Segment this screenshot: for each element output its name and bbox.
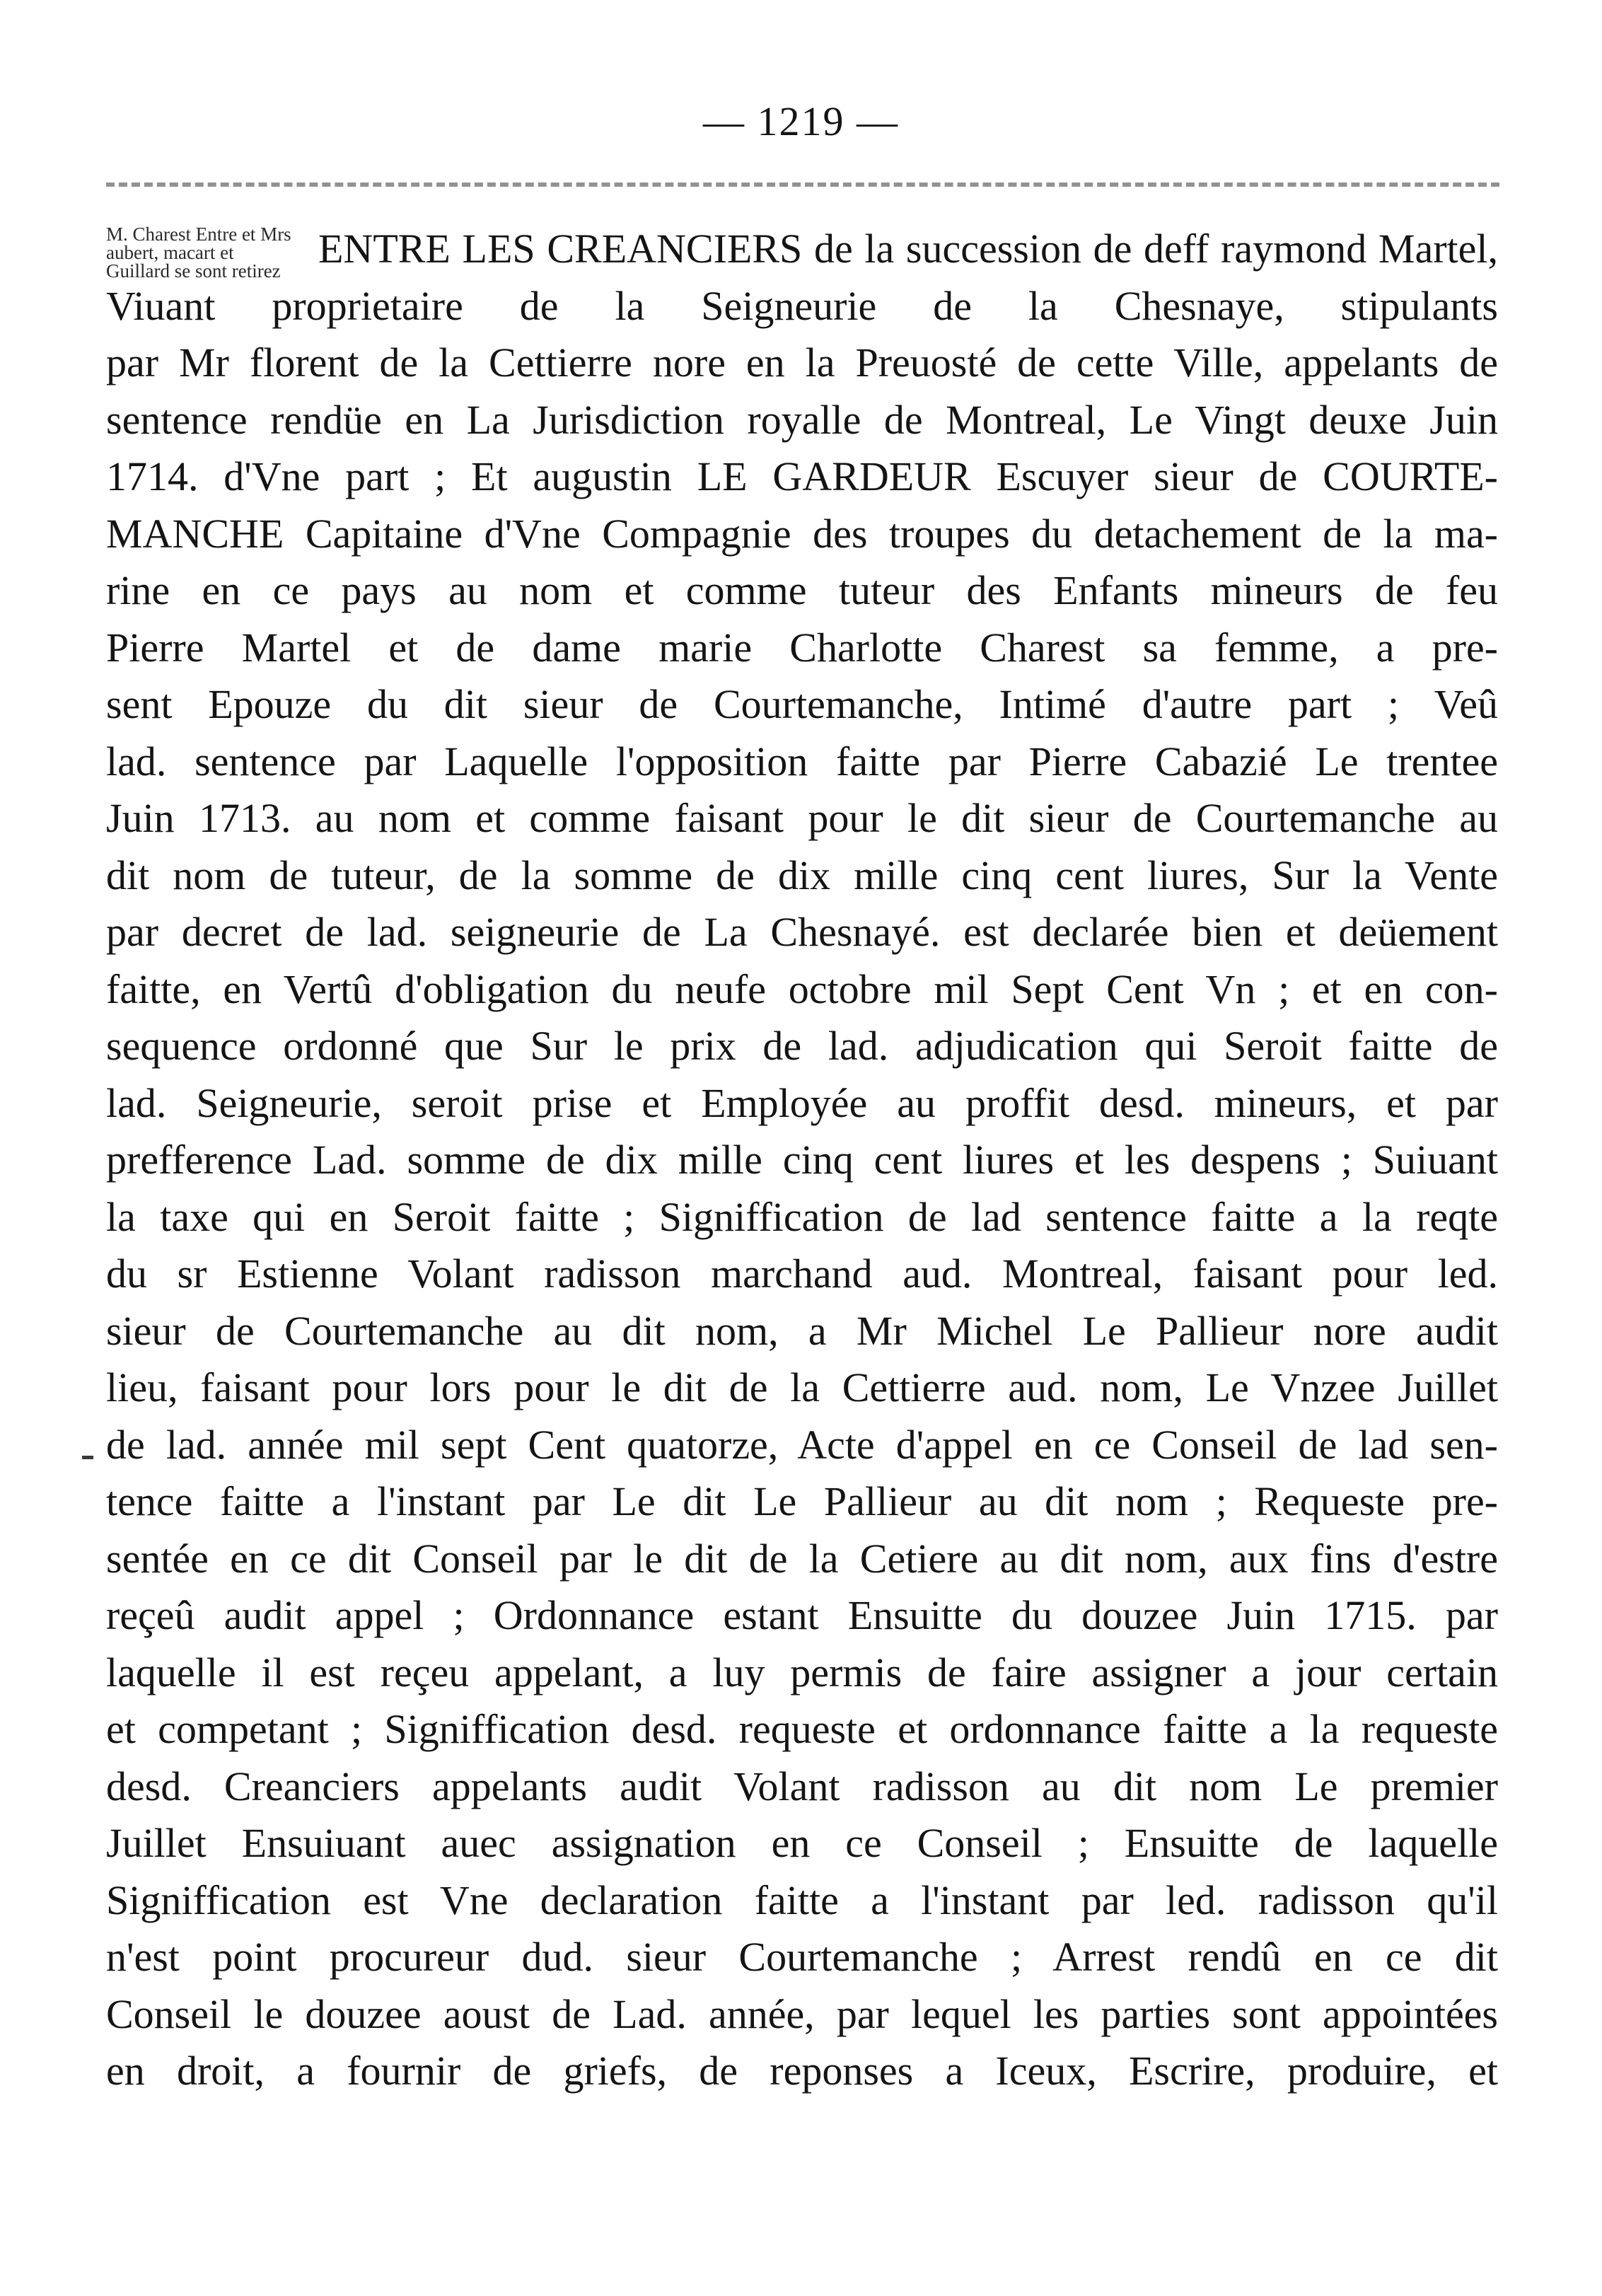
text-line: rine en ce pays au nom et comme tuteur des Enfants mineurs de feu [106,567,1498,613]
text-line: 1714. d'Vne part ; Et augustin LE GARDEUR Escuyer sieur de COURTE- [106,453,1498,499]
text-line: Viuant proprietaire de la Seigneurie de la Chesnaye, stipulants [106,282,1498,329]
text-line: sentence rendüe en La Jurisdiction royalle de Montreal, Le Vingt deuxe Juin [106,396,1498,443]
text-line: laquelle il est reçeu appelant, a luy permis de faire assigner a jour certain [106,1649,1498,1695]
text-line: du sr Estienne Volant radisson marchand aud. Montreal, faisant pour led. [106,1251,1498,1297]
text-line: par decret de lad. seigneurie de La Chesnayé. est declarée bien et deüement [106,909,1498,955]
text-line: et competant ; Signiffication desd. requeste et ordonnance faitte a la requeste [106,1706,1498,1752]
body-text [106,221,1498,2100]
text-line: prefference Lad. somme de dix mille cinq cent liures et les despens ; Suiuant [106,1137,1498,1183]
text-line: en droit, a fournir de griefs, de reponses a Iceux, Escrire, produire, et [106,2048,1498,2094]
text-line: n'est point procureur dud. sieur Courtemanche ; Arrest rendû en ce dit [106,1934,1498,1980]
text-line: MANCHE Capitaine d'Vne Compagnie des troupes du detachement de la ma- [106,510,1498,557]
text-line: lad. Seigneurie, seroit prise et Employée au proffit desd. mineurs, et par [106,1079,1498,1126]
text-line: Pierre Martel et de dame marie Charlotte Charest sa femme, a pre- [106,624,1498,671]
page-number: — 1219 — [703,98,899,144]
text-line: Conseil le douzee aoust de Lad. année, par lequel les parties sont appointées [106,1990,1498,2037]
text-line: faitte, en Vertû d'obligation du neufe octobre mil Sept Cent Vn ; et en con- [106,966,1498,1012]
margin-mark [82,1456,93,1459]
text-line: lieu, faisant pour lors pour le dit de la Cettierre aud. nom, Le Vnzee Juillet [106,1364,1498,1410]
text-line: sentée en ce dit Conseil par le dit de la Cetiere au dit nom, aux fins d'estre [106,1535,1498,1582]
text-line: la taxe qui en Seroit faitte ; Signiffication de lad sentence faitte a la reqte [106,1193,1498,1240]
text-line: tence faitte a l'instant par Le dit Le Pallieur au dit nom ; Requeste pre- [106,1478,1498,1524]
text-line: par Mr florent de la Cettierre nore en la Preuosté de cette Ville, appelants de [106,340,1498,385]
text-line: Juillet Ensuiuant auec assignation en ce Conseil ; Ensuitte de laquelle [106,1820,1498,1866]
text-line: desd. Creanciers appelants audit Volant radisson au dit nom Le premier [106,1763,1498,1809]
text-line: de lad. année mil sept Cent quatorze, Acte d'appel en ce Conseil de lad sen- [106,1421,1498,1468]
text-line: Signiffication est Vne declaration faitte a l'instant par led. radisson qu'il [106,1877,1498,1923]
header-rule [106,182,1499,187]
text-line: reçeû audit appel ; Ordonnance estant Ensuitte du douzee Juin 1715. par [106,1592,1498,1638]
text-line: lad. sentence par Laquelle l'opposition faitte par Pierre Cabazié Le trentee [106,738,1498,784]
text-line: sent Epouze du dit sieur de Courtemanche, Intimé d'autre part ; Veû [106,681,1498,727]
text-line: Juin 1713. au nom et comme faisant pour le dit sieur de Courtemanche au [106,795,1498,841]
text-line: dit nom de tuteur, de la somme de dix mille cinq cent liures, Sur la Vente [106,852,1498,898]
text-line: sieur de Courtemanche au dit nom, a Mr Michel Le Pallieur nore audit [106,1307,1498,1354]
text-line: sequence ordonné que Sur le prix de lad. adjudication qui Seroit faitte de [106,1023,1498,1069]
text-line: ENTRE LES CREANCIERS de la succession de deff raymond Martel, [318,226,1498,272]
marginal-note: M. Charest Entre et Mrs aubert, macart et Guillard se sont retirez [106,224,291,282]
